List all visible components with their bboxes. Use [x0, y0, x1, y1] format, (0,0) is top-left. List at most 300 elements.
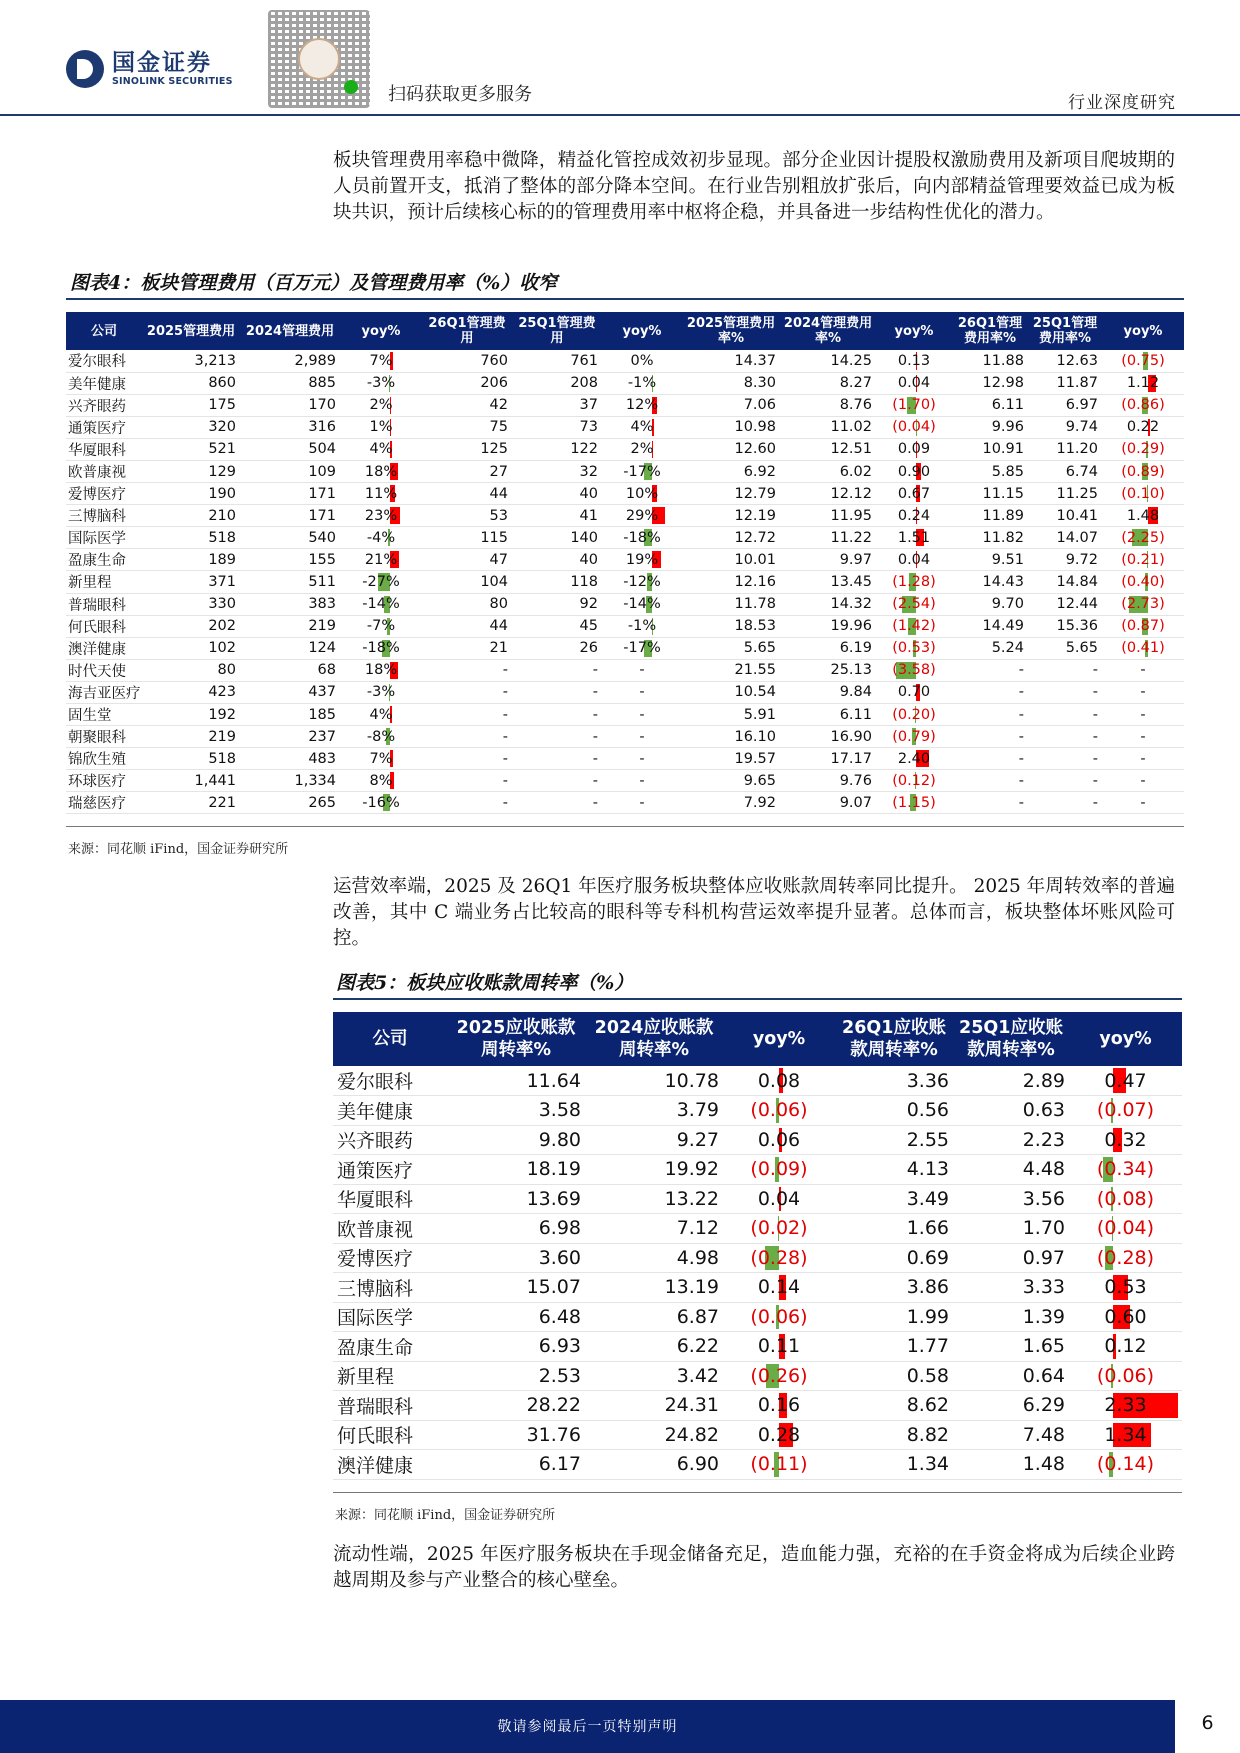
cell-value: 0.97 — [1022, 1246, 1065, 1269]
table-cell — [682, 615, 780, 637]
table-row — [333, 1332, 1182, 1362]
cell-value: 10% — [625, 485, 659, 502]
cell-value: 三博脑科 — [68, 509, 126, 526]
table-cell — [682, 416, 780, 438]
header-cell: 26Q1管理费用率% — [952, 312, 1028, 350]
cell-value: 0.90 — [897, 463, 931, 480]
table-cell — [142, 659, 240, 681]
cell-value: 0.28 — [757, 1423, 801, 1446]
table-row — [333, 1391, 1182, 1421]
cell-value: 9.70 — [991, 596, 1024, 613]
table-cell — [422, 571, 512, 593]
cell-value: 11.88 — [982, 352, 1024, 369]
cell-value: 45 — [579, 618, 598, 635]
table-row — [66, 416, 1184, 438]
table-cell — [340, 615, 422, 637]
cell-value: 171 — [308, 507, 336, 524]
table-row — [66, 460, 1184, 482]
cell-value: (0.04) — [1096, 1217, 1155, 1240]
table-cell — [953, 1391, 1069, 1421]
cell-value: 0% — [630, 352, 654, 369]
table-cell — [835, 1450, 953, 1480]
cell-value: 普瑞眼科 — [68, 597, 126, 614]
table-cell — [512, 681, 602, 703]
cell-value: 80 — [217, 662, 236, 679]
cell-value: 540 — [308, 529, 336, 546]
cell-value: 7.48 — [1022, 1423, 1065, 1446]
table-cell — [682, 704, 780, 726]
cell-value: 固生堂 — [68, 708, 112, 725]
table-cell — [422, 505, 512, 527]
table-cell — [682, 372, 780, 394]
cell-value: 330 — [208, 596, 236, 613]
cell-value: 170 — [308, 397, 336, 414]
table-cell — [723, 1361, 835, 1391]
cell-value: 12.12 — [830, 485, 872, 502]
table-cell — [512, 748, 602, 770]
table-cell — [602, 460, 682, 482]
receivable-turnover-table-header — [333, 1012, 1182, 1066]
cell-value: (0.21) — [1121, 551, 1165, 568]
cell-value: 21.55 — [734, 662, 776, 679]
cell-value: (0.06) — [750, 1099, 808, 1122]
cell-value: (0.79) — [892, 728, 936, 745]
cell-value: 24.31 — [664, 1394, 719, 1417]
table-cell — [512, 615, 602, 637]
cell-value: 欧普康视 — [68, 465, 126, 482]
cell-value: 0.70 — [897, 684, 931, 701]
cell-value: 0.63 — [1022, 1099, 1065, 1122]
table-cell — [585, 1302, 723, 1332]
cell-value: 6.92 — [743, 463, 776, 480]
cell-value: 0.58 — [906, 1364, 949, 1387]
cell-value: - — [1018, 794, 1024, 811]
table-cell — [723, 1332, 835, 1362]
company-name — [66, 350, 142, 372]
table-cell — [835, 1273, 953, 1303]
cell-value: 80 — [489, 596, 508, 613]
cell-value: 1% — [369, 419, 393, 436]
table-cell — [723, 1066, 835, 1096]
table-cell — [142, 681, 240, 703]
cell-value: 9.72 — [1065, 551, 1098, 568]
cell-value: (0.28) — [750, 1246, 808, 1269]
cell-value: 6.22 — [676, 1335, 719, 1358]
table-cell — [240, 726, 340, 748]
table-cell — [602, 549, 682, 571]
cell-value: 0.67 — [897, 485, 931, 502]
table-cell — [780, 770, 876, 792]
cell-value: (2.25) — [1121, 529, 1165, 546]
header-cell: 26Q1应收账款周转率% — [835, 1012, 953, 1066]
cell-value: 75 — [489, 419, 508, 436]
cell-value: 19.57 — [734, 750, 776, 767]
table-cell — [240, 438, 340, 460]
table-row — [66, 748, 1184, 770]
table-cell — [512, 770, 602, 792]
table-cell — [585, 1096, 723, 1126]
table-cell — [1028, 770, 1102, 792]
cell-value: 423 — [208, 684, 236, 701]
table-cell — [340, 659, 422, 681]
table-cell — [1102, 549, 1184, 571]
table-cell — [142, 416, 240, 438]
table-row — [66, 394, 1184, 416]
cell-value: 29% — [625, 507, 659, 524]
table-cell — [512, 438, 602, 460]
cell-value: 6.02 — [839, 463, 872, 480]
company-name — [333, 1125, 447, 1155]
cell-value: 澳洋健康 — [337, 1454, 414, 1477]
table-cell — [1069, 1243, 1182, 1273]
header-cell: 26Q1管理费用 — [422, 312, 512, 350]
table-cell — [585, 1450, 723, 1480]
cell-value: - — [502, 772, 508, 789]
table-cell — [835, 1125, 953, 1155]
cell-value: 14.37 — [734, 352, 776, 369]
table-cell — [1028, 549, 1102, 571]
table-cell — [682, 637, 780, 659]
table-row — [66, 483, 1184, 505]
cell-value: 6.93 — [538, 1335, 581, 1358]
cell-value: 10.54 — [734, 684, 776, 701]
header-cell: yoy% — [602, 312, 682, 350]
cell-value: 9.51 — [991, 551, 1024, 568]
company-name — [66, 483, 142, 505]
cell-value: 371 — [208, 573, 236, 590]
cell-value: (0.11) — [750, 1453, 808, 1476]
table-cell — [602, 438, 682, 460]
table-cell — [512, 505, 602, 527]
table-cell — [952, 726, 1028, 748]
company-name — [333, 1184, 447, 1214]
cell-value: 2,989 — [294, 352, 336, 369]
cell-value: 14.49 — [982, 618, 1024, 635]
cell-value: - — [502, 794, 508, 811]
cell-value: 0.47 — [1104, 1069, 1147, 1092]
table-cell — [835, 1155, 953, 1185]
table-cell — [780, 416, 876, 438]
cell-value: 澳洋健康 — [68, 641, 126, 658]
cell-value: 12.51 — [830, 441, 872, 458]
cell-value: 何氏眼科 — [68, 619, 126, 636]
table-cell — [512, 372, 602, 394]
cell-value: 7% — [369, 352, 393, 369]
cell-value: 202 — [208, 618, 236, 635]
table-cell — [723, 1273, 835, 1303]
header-cell: yoy% — [1069, 1012, 1182, 1066]
table-cell — [142, 748, 240, 770]
cell-value: 122 — [570, 441, 598, 458]
cell-value: - — [1140, 750, 1146, 767]
cell-value: 5.91 — [743, 706, 776, 723]
table-cell — [952, 527, 1028, 549]
cell-value: 新里程 — [68, 575, 112, 592]
cell-value: 0.06 — [757, 1128, 801, 1151]
table-cell — [240, 571, 340, 593]
table-cell — [1028, 483, 1102, 505]
cell-value: - — [1018, 706, 1024, 723]
table-cell — [422, 681, 512, 703]
cell-value: - — [1140, 684, 1146, 701]
header-cell: 25Q1管理费用率% — [1028, 312, 1102, 350]
table-cell — [602, 571, 682, 593]
table-cell — [780, 372, 876, 394]
cell-value: 6.48 — [538, 1305, 581, 1328]
table-cell — [682, 571, 780, 593]
cell-value: 6.74 — [1065, 463, 1098, 480]
cell-value: 219 — [208, 728, 236, 745]
table-cell — [780, 615, 876, 637]
table-cell — [340, 460, 422, 482]
table-row — [333, 1214, 1182, 1244]
table-cell — [682, 460, 780, 482]
paragraph-admin-expense: 板块管理费用率稳中微降，精益化管控成效初步显现。部分企业因计提股权激励费用及新项目爬坡期的人员前置开支，抵消了整体的部分降本空间。在行业告别粗放扩张后，向内部精益管理要效益已成为板块共识，预计后续核心标的的管理费用率中枢将企稳，并具备进一步结构性优化的潜力。 — [333, 150, 1175, 223]
table-cell — [723, 1243, 835, 1273]
table-cell — [422, 615, 512, 637]
table-row — [66, 593, 1184, 615]
company-name — [66, 770, 142, 792]
cell-value: 3.58 — [538, 1099, 581, 1122]
cell-value: 185 — [308, 706, 336, 723]
table-cell — [953, 1332, 1069, 1362]
figure5-source: 来源：同花顺 iFind，国金证券研究所 — [335, 1508, 556, 1523]
table-cell — [1069, 1184, 1182, 1214]
cell-value: (0.06) — [750, 1305, 808, 1328]
cell-value: 瑞慈医疗 — [68, 796, 126, 813]
table-cell — [240, 593, 340, 615]
table-cell — [602, 527, 682, 549]
table-cell — [602, 726, 682, 748]
company-name — [66, 659, 142, 681]
cell-value: 1.77 — [906, 1335, 949, 1358]
cell-value: 9.96 — [991, 419, 1024, 436]
table-cell — [1069, 1155, 1182, 1185]
cell-value: 0.09 — [897, 441, 931, 458]
table-cell — [585, 1332, 723, 1362]
cell-value: 5.24 — [991, 640, 1024, 657]
table-cell — [835, 1361, 953, 1391]
table-row — [66, 681, 1184, 703]
cell-value: 兴齐眼药 — [337, 1130, 414, 1153]
cell-value: 2% — [369, 397, 393, 414]
table-row — [66, 438, 1184, 460]
cell-value: - — [1018, 728, 1024, 745]
table-cell — [835, 1243, 953, 1273]
table-cell — [1102, 593, 1184, 615]
table-cell — [835, 1391, 953, 1421]
table-cell — [952, 438, 1028, 460]
cell-value: 6.90 — [676, 1453, 719, 1476]
cell-value: 28.22 — [526, 1394, 581, 1417]
cell-value: -7% — [366, 618, 396, 635]
table-row — [333, 1420, 1182, 1450]
cell-value: 美年健康 — [337, 1100, 414, 1123]
table-cell — [602, 615, 682, 637]
company-name — [333, 1066, 447, 1096]
cell-value: 437 — [308, 684, 336, 701]
table-cell — [447, 1184, 585, 1214]
table-cell — [835, 1332, 953, 1362]
table-cell — [953, 1155, 1069, 1185]
table-cell — [723, 1302, 835, 1332]
cell-value: 国际医学 — [68, 531, 126, 548]
company-name — [66, 549, 142, 571]
cell-value: 盈康生命 — [337, 1336, 414, 1359]
table-cell — [952, 505, 1028, 527]
cell-value: -16% — [362, 794, 400, 811]
cell-value: 0.14 — [757, 1276, 801, 1299]
table-cell — [723, 1184, 835, 1214]
table-cell — [240, 372, 340, 394]
header-cell: yoy% — [340, 312, 422, 350]
table-cell — [876, 438, 952, 460]
cell-value: 11.20 — [1056, 441, 1098, 458]
header-cell: 2025应收账款周转率% — [447, 1012, 585, 1066]
cell-value: 171 — [308, 485, 336, 502]
cell-value: 7% — [369, 750, 393, 767]
table-cell — [780, 438, 876, 460]
table-cell — [142, 483, 240, 505]
table-cell — [1069, 1125, 1182, 1155]
company-name — [333, 1243, 447, 1273]
cell-value: 10.91 — [982, 441, 1024, 458]
table-cell — [512, 792, 602, 814]
table-cell — [422, 593, 512, 615]
cell-value: (0.02) — [750, 1217, 808, 1240]
cell-value: 124 — [308, 640, 336, 657]
cell-value: 3.49 — [906, 1187, 949, 1210]
cell-value: (0.04) — [892, 419, 936, 436]
table-row — [66, 527, 1184, 549]
cell-value: 8.27 — [839, 375, 872, 392]
table-cell — [240, 416, 340, 438]
cell-value: 10.41 — [1056, 507, 1098, 524]
table-cell — [602, 394, 682, 416]
table-cell — [447, 1066, 585, 1096]
cell-value: 爱博医疗 — [68, 487, 126, 504]
cell-value: - — [502, 662, 508, 679]
cell-value: - — [639, 750, 645, 767]
table-cell — [953, 1214, 1069, 1244]
cell-value: - — [1140, 662, 1146, 679]
company-name — [66, 726, 142, 748]
cell-value: 13.69 — [526, 1187, 581, 1210]
table-cell — [952, 372, 1028, 394]
cell-value: 6.97 — [1065, 397, 1098, 414]
table-cell — [422, 350, 512, 372]
cell-value: 521 — [208, 441, 236, 458]
cell-value: 爱尔眼科 — [68, 354, 126, 371]
table-cell — [1069, 1302, 1182, 1332]
cell-value: -8% — [366, 728, 396, 745]
cell-value: -17% — [623, 463, 661, 480]
cell-value: (0.07) — [1096, 1099, 1155, 1122]
company-name — [66, 394, 142, 416]
company-name — [66, 637, 142, 659]
cell-value: (0.75) — [1121, 352, 1165, 369]
table-cell — [447, 1450, 585, 1480]
cell-value: 9.27 — [676, 1128, 719, 1151]
table-row — [66, 770, 1184, 792]
table-cell — [780, 748, 876, 770]
cell-value: 11.82 — [982, 529, 1024, 546]
cell-value: 朝聚眼科 — [68, 730, 126, 747]
company-name — [66, 792, 142, 814]
cell-value: 1.48 — [1022, 1453, 1065, 1476]
cell-value: - — [639, 684, 645, 701]
table-cell — [682, 593, 780, 615]
qr-center-logo-icon — [298, 38, 340, 80]
table-cell — [1102, 460, 1184, 482]
cell-value: 0.24 — [897, 507, 931, 524]
cell-value: 8.30 — [743, 375, 776, 392]
cell-value: 68 — [317, 662, 336, 679]
cell-value: (0.29) — [1121, 441, 1165, 458]
cell-value: 383 — [308, 596, 336, 613]
cell-value: 6.11 — [991, 397, 1024, 414]
table-cell — [952, 748, 1028, 770]
table-cell — [340, 571, 422, 593]
table-cell — [952, 770, 1028, 792]
table-cell — [340, 593, 422, 615]
table-cell — [1102, 483, 1184, 505]
table-cell — [953, 1302, 1069, 1332]
table-row — [333, 1450, 1182, 1480]
cell-value: 518 — [208, 750, 236, 767]
cell-value: (1.42) — [892, 618, 936, 635]
table-cell — [447, 1302, 585, 1332]
figure4-rule — [66, 298, 1184, 300]
table-row — [333, 1302, 1182, 1332]
company-name — [333, 1273, 447, 1303]
cell-value: 14.25 — [830, 352, 872, 369]
table-row — [66, 704, 1184, 726]
table-cell — [240, 681, 340, 703]
cell-value: 104 — [480, 573, 508, 590]
cell-value: 10.01 — [734, 551, 776, 568]
company-name — [66, 615, 142, 637]
cell-value: 2% — [630, 441, 654, 458]
cell-value: (0.08) — [1096, 1187, 1155, 1210]
table-cell — [876, 372, 952, 394]
cell-value: 0.56 — [906, 1099, 949, 1122]
cell-value: 2.89 — [1022, 1069, 1065, 1092]
table-cell — [1028, 571, 1102, 593]
cell-value: -3% — [366, 684, 396, 701]
cell-value: 美年健康 — [68, 376, 126, 393]
table-cell — [876, 394, 952, 416]
table-cell — [585, 1391, 723, 1421]
cell-value: 0.12 — [1104, 1335, 1147, 1358]
cell-value: 0.60 — [1104, 1305, 1147, 1328]
cell-value: - — [1092, 772, 1098, 789]
table-cell — [876, 416, 952, 438]
cell-value: 760 — [480, 352, 508, 369]
table-cell — [953, 1066, 1069, 1096]
cell-value: 9.74 — [1065, 419, 1098, 436]
cell-value: - — [592, 772, 598, 789]
cell-value: 12.44 — [1056, 596, 1098, 613]
table-cell — [952, 416, 1028, 438]
table-cell — [952, 571, 1028, 593]
table-cell — [1028, 748, 1102, 770]
table-cell — [1069, 1066, 1182, 1096]
table-cell — [1102, 637, 1184, 659]
cell-value: - — [1140, 794, 1146, 811]
cell-value: 13.45 — [830, 573, 872, 590]
header-cell: 25Q1应收账款周转率% — [953, 1012, 1069, 1066]
